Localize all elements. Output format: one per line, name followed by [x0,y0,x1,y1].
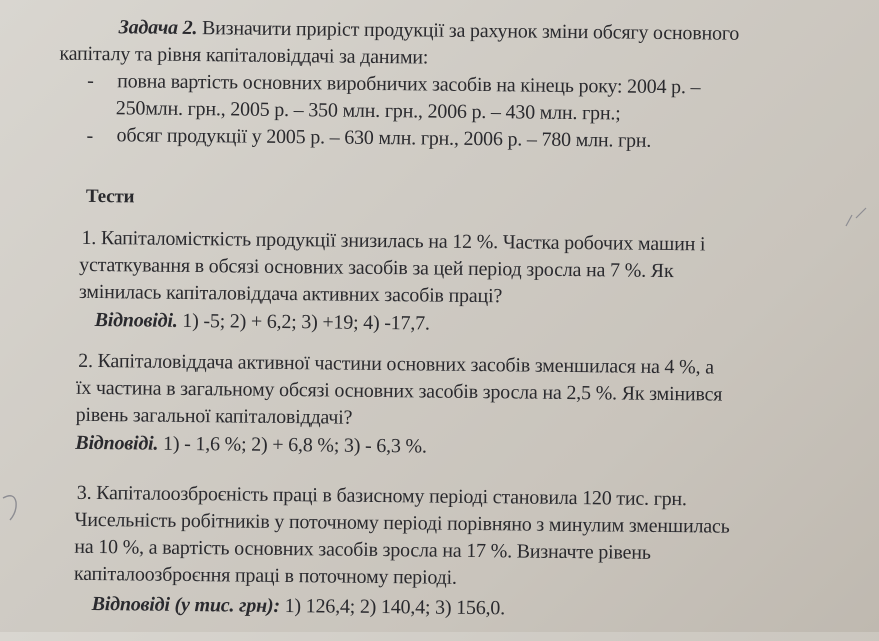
bullet-2-line-1: обсяг продукції у 2005 р. – 630 млн. грн., 2006 р. – 780 млн. грн. [116,124,652,152]
bullet-1-line-1: повна вартість основних виробничих засобів на кінець року: 2004 р. – [117,70,701,99]
q3-answers-values: 1) 126,4; 2) 140,4; 3) 156,0. [279,594,506,620]
task-text-1: Визначити приріст продукції за рахунок зміни обсягу основного [201,17,740,45]
q2-answers-label: Відповіді. [75,431,159,455]
bullet-dash-1: - [87,69,94,92]
tests-heading: Тести [85,185,135,208]
q2-answers [75,431,427,459]
q1-answers-label: Відповіді. [94,309,178,332]
task-title: Задача 2. [118,16,198,40]
q1-answers-values: 1) -5; 2) + 6,2; 3) +19; 4) -17,7. [177,309,430,335]
task-line-2: капіталу та рівня капіталовіддачі за даними: [59,42,429,69]
q2-line-3: рівень загальної капіталовіддачі? [75,403,353,429]
q2-line-2: їх частина в загальному обсязі основних засобів зросла на 2,5 %. Як змінився [75,376,723,406]
task-line-1 [119,15,740,45]
q2-answers-values: 1) - 1,6 %; 2) + 6,8 %; 3) - 6,3 %. [158,432,427,458]
q1-line-1: 1. Капіталомісткість продукції знизилась на 12 %. Частка робочих машин і [81,226,706,256]
q3-line-3: на 10 %, а вартість основних засобів зросла на 17 %. Визначте рівень [74,535,651,564]
q3-answers-label: Відповіді (у тис. грн): [91,592,281,617]
q2-line-1: 2. Капіталовіддача активної частини основних засобів зменшилася на 4 %, а [78,349,714,379]
q3-line-2: Чисельність робітників у поточному періоді порівняно з минулим зменшилась [74,508,730,538]
q3-line-4: капіталоозброєння праці в поточному періоді. [73,562,457,589]
q1-answers [95,308,430,336]
q3-line-1: 3. Капіталоозброєність праці в базисному періоді становила 120 тис. грн. [76,481,687,511]
q1-line-2: устаткування в обсязі основних засобів за цей період зросла на 7 %. Як [79,253,674,283]
bullet-1-line-2: 250млн. грн., 2005 р. – 350 млн. грн., 2006 р. – 430 млн. грн.; [115,97,621,125]
q3-answers [92,592,506,620]
bullet-dash-2: - [86,124,94,147]
q1-line-3: змінилась капіталовіддача активних засобів праці? [78,280,503,308]
